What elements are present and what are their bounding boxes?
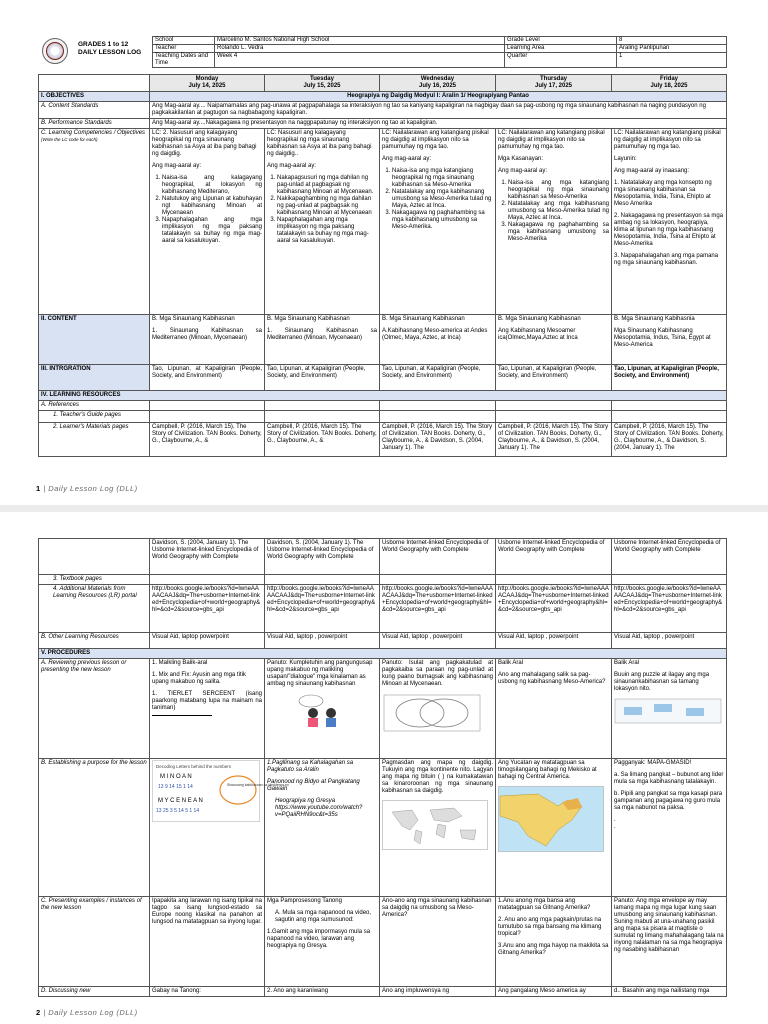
svg-text:13 25 3 5 14 5 1 14: 13 25 3 5 14 5 1 14 [156, 808, 200, 814]
world-map-image [382, 800, 488, 850]
review-wednesday: Panuto: Isulat ang pagkakatulad at pagkakaiba sa paraan ng pag-unlad at kung paano bumagsak ang kabihasnang Minoan at Mycenaean. [380, 659, 496, 759]
world-map-puzzle-icon [614, 698, 722, 724]
lc-wednesday: LC: Nailalarawan ang katangiang pisikal ng daigdig at implikasyon nito sa pamumuhay ng mga tao. Ang mag-aaral ay: 1. Naisa-isa ang mga katangiang heograpikal ng mga sinaunang kabihasnan sa Meso-Amerika 2. Natatalakay ang mga kabihasnang umusbong sa Meso-Amerika tulad ng Maya, Aztec at Inca. 3. Nakagagawa ng paghahambing sa mga kabihasnang umusbong sa Meso-Amerika. [380, 129, 496, 315]
teacher-value: Rolando L. Vedra [215, 45, 505, 53]
footer-1: 1 | Daily Lesson Log (DLL) [36, 484, 138, 493]
lc-monday: LC: 2. Nasusuri ang kalagayang heograpikal ng mga sinaunang kabihasnan sa Asya at iba pang bahagi ng daigdig. Ang mag-aaral ay: 1. Naisa-isa ang kalagayang heograpikal, at lokasyon ng kabihasnang Mediterano, 2. Natutukoy ang Lipunan at kabuhayan ngt kabihasnang Minoan at Mycenaean 3. Napaphalagahan ang mga implikasyon ng mga paksang tatalakayin sa buhay ng mga mag-aaral sa kasalukuyan. [150, 129, 265, 315]
svg-text:13 9 14 15 1 14: 13 9 14 15 1 14 [158, 784, 193, 790]
day-tuesday: Tuesday July 15, 2025 [265, 75, 380, 92]
day-friday: Friday July 18, 2025 [612, 75, 727, 92]
content-standards: Ang Mag-aaral ay.... Naipamamalas ang pag-unawa at pagpapahalaga sa interaksiyon ng tao sa kaniyang kapaligiran na nagbigay daan sa pag-usbong ng mga sinaunang kabihasnan na naging pundasyon ng pagkakakilanlan at pagtugon sa nagbabagong kapaligiran. [150, 102, 727, 119]
svg-text:Decoding Letters behind the nu: Decoding Letters behind the numbers [156, 764, 232, 769]
lc-friday: LC: Nailalarawan ang katangiang pisikal ng daigdig at implikasyon nito sa pamumuhay ng mga tao. Layunin: Ang mag-aaral ay inaasang: 1. Natatalakay ang mga konsepto ng mga sinaunang kabihasnan sa Mesopotamia, India, Tsina, Ehipto at Meso Amerika 2. Nakagagawa ng presentasyon sa mga ambag ng sa lokasyon, heograpiya, klima at lipunan ng mga kabihasnang Mesopotamia, India, Tsina at Ehipto at Meso-Amerika 3. Napapahalagahan ang mga pamana ng mga sinaunang kabihasnan. [612, 129, 727, 315]
document-title: GRADES 1 to 12 DAILY LESSON LOG [78, 41, 142, 56]
review-thursday: Balik Aral Ano ang mahalagang salik sa pag-usbong ng kabihasnang Meso-America? [496, 659, 612, 759]
lesson-table-1: Monday July 14, 2025 Tuesday July 15, 2025 Wednesday July 16, 2025 Thursday July 17, 2025 Friday July 18, 2025 I. OBJECTIVES Heograpiya ng Daigdig Modyul I: Aralin 1/ Heograpiyang Pantao A. Content Standards Ang Mag-aaral ay.... Naipamamalas ang pag-unawa at pagpapahalaga sa interaksiyon ng tao sa kaniyang kapaligiran na nagbigay daan sa pag-usbong ng mga sinaunang kabihasnan na naging pundasyon ng pagkakakilanlan at pagtugon sa nagbabagong kapaligiran. B. Performance Standards Ang Mag-aaral ay....Nakagagawa ng presentasyon na naggpapatunay ng interaksiyon ng tao at kapaligiran. C. Learning Competencies / Objectives (Write the LC code for each) LC: 2. Nasusuri ang kalagayang heograpikal ng mga sinaunang kabihasnan sa Asya at iba pang bahagi ng daigdig. Ang mag-aaral ay: 1. Naisa-isa ang kalagayang heograpikal, at lokasyon ng kabihasnang Mediterano, 2. Natutukoy ang Lipunan at kabuhayan ngt kabihasnang Minoan at Mycenaean 3. Napaphalagahan ang mga implikasyon ng mga paksang tatalakayin sa buhay ng mga mag-aaral sa kasalukuyan. LC: Nasusuri ang kalagayang heograpikal ng mga sinaunang kabihasnan sa Asya at iba pang bahagi ng daigdig.. Ang mag-aaral ay: 1. Nakapagsusuri ng mga dahilan ng pag-unlad at pagbagsak ng kabihasnang Minoan at Mycenaean. 2. Nakikapaghambing ng mga dahilan ng pag-unlad at pagbagsak ng kabihasnang Minoan at Mycenaean 3. Napaphalagahan ang mga implikasyon ng mga paksang tatalakayin sa buhay ng mga mag-aaral sa kasalukuyan. LC: Nailalarawan ang katangiang pisikal ng daigdig at implikasyon nito sa pamumuhay ng mga tao. Ang mag-aaral ay: 1. Naisa-isa ang mga katangiang heograpikal ng mga sinaunang kabihasnan sa Meso-Amerika 2. Natatalakay ang mga kabihasnang umusbong sa Meso-Amerika tulad ng Maya, Aztec at Inca. 3. Nakagagawa ng paghahambing sa mga kabihasnang umusbong sa Meso-Amerika. LC: Nailalarawan ang katangiang pisikal ng daigdig at implikasyon nito sa pamumuhay ng mga tao. Mga Kasanayan: Ang mag-aaral ay: 1. Naisa-isa ang mga katangiang heograpikal ng mga sinaunang kabihasnan sa Meso-Amerika 2. Natatalakay ang mga kabihasnang umusbong sa Meso-Amerika tulad ng Maya, Aztec at Inca. 3. Nakagagawa ng paghahambing sa mga kabihasnang umusbong sa Meso-Amerika LC: Nailalarawan ang katangiang pisikal ng daigdig at implikasyon nito sa pamumuhay ng mga tao. Layunin: Ang mag-aaral ay inaasang: 1. Natatalakay ang mga konsepto ng mga sinaunang kabihasnan sa Mesopotamia, India, Tsina, Ehipto at Meso Amerika 2. Nakagagawa ng presentasyon sa mga ambag ng sa lokasyon, heograpiya, klima at lipunan ng mga kabihasnang Mesopotamia, India, Tsina at Ehipto at Meso-Amerika 3. Napapahalagahan ang mga pamana ng mga sinaunang kabihasnan. II. CONTENT B. Mga Sinaunang Kabihasnan 1. Sinaunang Kabihasnan sa Mediterraneo (Minoan, Mycenaean) B. Mga Sinaunang Kabihasnan 1. Sinaunang Kabihasnan sa Mediterraneo (Minoan, Mycenaean) B. Mga Sinaunang Kabihasnan A.Kabihasnang Meso-america at Andes (Olmec, Maya, Aztec, at Inca) B. Mga Sinaunang Kabihasnan Ang Kabihasnang Mesoamer ica(Olmec,Maya,Aztec at Inca B. Mga Sinaunang Kabihasnia Mga Sinaunang Kabihasnang Mesopotamia, Indus, Tsina, Egypt at Meso-America III. INTRGRATION Tao, Lipunan, at Kapaligiran (People, Society, and Environment) Tao, Lipunan, at Kapaligiran (People, Society, and Environment) Tao, Lipunan, at Kapaligiran (People, Society, and Environment) Tao, Lipunan, at Kapaligiran (People, Society, and Environment) Tao, Lipunan, at Kapaligiran (People, Society, and Environment) IV. LEARNING RESOURCES A. References 1. Teacher's Guide pages 2. Learner's Materials pages Campbell, P. (2016, March 15). The Story of Civilization. TAN Books. Doherty, G., Claybourne, A., & Campbell, P. (2016, March 15). The Story of Civilization. TAN Books. Doherty, G., Claybourne, A., & Campbell, P. (2016, March 15). The Story of Civilization. TAN Books. Doherty, G., Claybourne, A., & Davidson, S. (2004, January 1). The Campbell, P. (2016, March 15). The Story of Civilization. TAN Books. Doherty, G., Claybourne, A., & Davidson, S. (2004, January 1). The Campbell, P. (2016, March 15). The Story of Civilization. TAN Books. Doherty, G., Claybourne, A., & Davidson, S. (2004, January 1). The [38, 74, 727, 457]
lesson-table-2: Davidson, S. (2004, January 1). The Usborne Internet-linked Encyclopedia of World Geography with Complete Davidson, S. (2004, January 1). The Usborne Internet-linked Encyclopedia of World Geography with Complete Usborne Internet-linked Encyclopedia of World Geography with Complete Usborne Internet-linked Encyclopedia of World Geography with Complete Usborne Internet-linked Encyclopedia of World Geography with Complete 3. Textbook pages 4. Additional Materials from Learning Resources (LR) portal http://books.google.ie/books?id=IwneAAAACAAJ&dq=The+usborne+Internet-linked+Encyclopedia+of+world+geography&hl=&cd=2&source=gbs_api http://books.google.ie/books?id=IwneAAAACAAJ&dq=The+usborne+Internet-linked+Encyclopedia+of+world+geography&hl=&cd=2&source=gbs_api http://books.google.ie/books?id=IwneAAAACAAJ&dq=The+usborne+Internet-linked+Encyclopedia+of+world+geography&hl=&cd=2&source=gbs_api http://books.google.ie/books?id=IwneAAAACAAJ&dq=The+usborne+Internet-linked+Encyclopedia+of+world+geography&hl=&cd=2&source=gbs_api http://books.google.ie/books?id=IwneAAAACAAJ&dq=The+usborne+Internet-linked+Encyclopedia+of+world+geography&hl=&cd=2&source=gbs_api B. Other Learning Resources Visual Aid, laptop powerpoint Visual Aid, laptop , powerpoint Visual Aid, laptop , powerpoint Visual Aid, laptop , powerpoint Visual Aid, laptop , powerpoint V. PROCEDURES A. Reviewing previous lesson or presenting the new lesson 1. Malkling Balik-aral 1. Mix and Fix: Ayusin ang mga titik upang makabuo ng salita. 1. TIERLET SERCEENT (isang paarkong matabang lupa na mainam na taniman) Panuto: Kumpletuhin ang pangungusap upang makabuo ng malikling usapan/"dialogue" mga kinalaman as ambag ng sinaunang kabihasnan Panuto: Isulat ang pagkakatulad at pagkakaiba sa paraan ng pag-unlad at kung paano bumagsak ang kabihasnang Minoan at Mycenaean. Balik Aral Ano ang mahalagang salik sa pag-usbong ng kabihasnang Meso-America? Balik Aral Buuin ang puzzle at ilagay ang mga sinaunankabihasnan sa tamang lokasyon nito. B. Establishing a purpose for the lesson Decoding Letters behind the numbers M I N O A N 13 9 14 15 1 14 M Y C E N E A N 13 25 3 5 14 5 1 14 Sinaunang kabihasnan sa Mediteran-eo 1.Pagllinang sa Kahalagahan sa Pagkatuto sa Aralin Panonood ng Bidyo at Pangkatang Gawain Heograpiya ng Gresya https://www.youtube.com/watch?v=PQaiiRHN9oc&t=35s Pagmasdan ang mapa ng daigdig. Tukuyin ang mga kontinente nito. Lagyan ang mapa ng bituin ( ) na kumakatawan sa kinaroroonan ng mga sinaunang kabihasnan sa daigdig. Ang Yucatan ay matatagpuan sa timogsilangang bahagi ng Mekisko at bahagi ng Central America. Pagganyak: MAPA-GMASID! a. Sa limang pangkat – bubunot ang lider mula sa mga kabihasnang tatalakayin. b. Pipili ang pangkat sa mga kasapi para gampanan ang pagagawa ng guro mula sa mga nabunot na paksa. . . C. Presenting examples / instances of the new lesson Ipapakita ang larawan ng isang tipikal na tagpo sa isang lungsod-estado sa Europe noong klasikal na panahon at lungsod na matatagpuan sa inyong lugar. Mga Pamprosesong Tanong A. Mula sa mga napanood na video, sagutin ang mga sumusunod: 1.Gamit ang mga impormasyo mula sa napanood na video, larawan ang heograpiya ng Gresya. Ano-ano ang mga sinaunang kabihasnan sa daigdig na umusbong sa Meso-America? 1.Anu anong mga bansa ang matatagpuan sa Gitnang Amerika? 2. Anu ano ang mga pagkain/prutas na tumutubo sa mga bansang ma klimang tropical? 3.Anu ano ang mga hayop na makikita sa Gitnang Amerika? Panuto: Ang mga envelope ay may lamang mapa ng mga lugar kung saan umusbong ang sinaunang kabihasnan. Suning mabuti at una-unahang pasikil ang mapa sa pisara at magtiste o sumulat ng limang mahahalagang tala na inyong nalalaman na sa mga heograpiya ng nasabing kabihasnan D. Discussing new Gabay na Tanong: 2. Ano ang karaniwang Ano ang impluwensya ng Ang pangalang Meso america ay d.. Basahin ang mga nailistang mga [38, 538, 727, 997]
footer-2: 2 | Daily Lesson Log (DLL) [36, 1008, 138, 1017]
svg-text:M I N O A N: M I N O A N [160, 774, 192, 780]
yucatan-map-image [498, 786, 604, 852]
deped-seal-icon [42, 38, 68, 64]
dates-value: Week 4 [215, 53, 505, 68]
puzzle-bubble-text: Sinaunang kabihasnan sa Mediteran-eo [227, 783, 289, 787]
integration-heading: III. INTRGRATION [39, 365, 150, 391]
purpose-monday [150, 759, 289, 897]
procedures-heading: V. PROCEDURES [39, 649, 727, 659]
purpose-friday: Pagganyak: MAPA-GMASID! a. Sa limang pangkat – bubunot ang lider mula sa mga kabihasnang tatalakayin. b. Pipili ang pangkat sa mga kasapi para gampanan ang pagagawa ng guro mula sa mga nabunot na paksa. . . [612, 759, 727, 897]
lc-thursday: LC: Nailalarawan ang katangiang pisikal ng daigdig at implikasyon nito sa pamumuhay ng mga tao. Mga Kasanayan: Ang mag-aaral ay: 1. Naisa-isa ang mga katangiang heograpikal ng mga sinaunang kabihasnan sa Meso-Amerika 2. Natatalakay ang mga kabihasnang umusbong sa Meso-Amerika tulad ng Maya, Aztec at Inca. 3. Nakagagawa ng paghahambing sa mga kabihasnang umusbong sa Meso-Amerika [496, 129, 612, 315]
page-1 [0, 0, 768, 505]
decoding-puzzle-image [152, 760, 289, 822]
performance-standards: Ang Mag-aaral ay....Nakagagawa ng presentasyon na naggpapatunay ng interaksiyon ng tao at kapaligiran. [150, 119, 727, 129]
svg-text:M Y C E N E A N: M Y C E N E A N [158, 798, 203, 804]
content-heading: II. CONTENT [39, 315, 150, 365]
purpose-tuesday: 1.Pagllinang sa Kahalagahan sa Pagkatuto sa Aralin Panonood ng Bidyo at Pangkatang Gawain Heograpiya ng Gresya https://www.youtube.com/watch?v=PQaiiRHN9oc&t=35s [265, 759, 380, 897]
review-friday: Balik Aral Buuin ang puzzle at ilagay ang mga sinaunankabihasnan sa tamang lokasyon nito. [612, 659, 727, 759]
day-monday: Monday July 14, 2025 [150, 75, 265, 92]
area-value: Araling Panlipunan [617, 45, 727, 53]
purpose-wednesday: Pagmasdan ang mapa ng daigdig. Tukuyin ang mga kontinente nito. Lagyan ang mapa ng bituin ( ) na kumakatawan sa kinaroroonan ng mga sinaunang kabihasnan sa daigdig. [380, 759, 496, 897]
students-illustration [293, 693, 353, 727]
page-2 [0, 512, 768, 1024]
day-thursday: Thursday July 17, 2025 [496, 75, 612, 92]
lc-tuesday: LC: Nasusuri ang kalagayang heograpikal ng mga sinaunang kabihasnan sa Asya at iba pang bahagi ng daigdig.. Ang mag-aaral ay: 1. Nakapagsusuri ng mga dahilan ng pag-unlad at pagbagsak ng kabihasnang Minoan at Mycenaean. 2. Nakikapaghambing ng mga dahilan ng pag-unlad at pagbagsak ng kabihasnang Minoan at Mycenaean 3. Napaphalagahan ang mga implikasyon ng mga paksang tatalakayin sa buhay ng mga mag-aaral sa kasalukuyan. [265, 129, 380, 315]
day-wednesday: Wednesday July 16, 2025 [380, 75, 496, 92]
grade-value: 8 [617, 37, 727, 45]
school-value: Marcelino M. Santos National High School [215, 37, 505, 45]
objectives-heading: I. OBJECTIVES [39, 92, 150, 102]
days-row [39, 75, 727, 92]
review-tuesday: Panuto: Kumpletuhin ang pangungusap upang makabuo ng malikling usapan/"dialogue" mga kinalaman as ambag ng sinaunang kabihasnan [265, 659, 380, 759]
objectives-topic: Heograpiya ng Daigdig Modyul I: Aralin 1/ Heograpiyang Pantao [150, 92, 727, 102]
header-table: School Marcelino M. Santos National High School Grade Level 8 Teacher Rolando L. Vedra Learning Area Araling Panlipunan Teaching Dates and Time Week 4 Quarter 1 [152, 36, 727, 68]
resources-heading: IV. LEARNING RESOURCES [39, 391, 727, 401]
purpose-thursday: Ang Yucatan ay matatagpuan sa timogsilangang bahagi ng Mekisko at bahagi ng Central America. [496, 759, 612, 897]
quarter-value: 1 [617, 53, 727, 68]
venn-diagram-icon [382, 693, 482, 733]
review-monday: 1. Malkling Balik-aral 1. Mix and Fix: Ayusin ang mga titik upang makabuo ng salita. 1. TIERLET SERCEENT (isang paarkong matabang lupa na mainam na taniman) [150, 659, 265, 759]
